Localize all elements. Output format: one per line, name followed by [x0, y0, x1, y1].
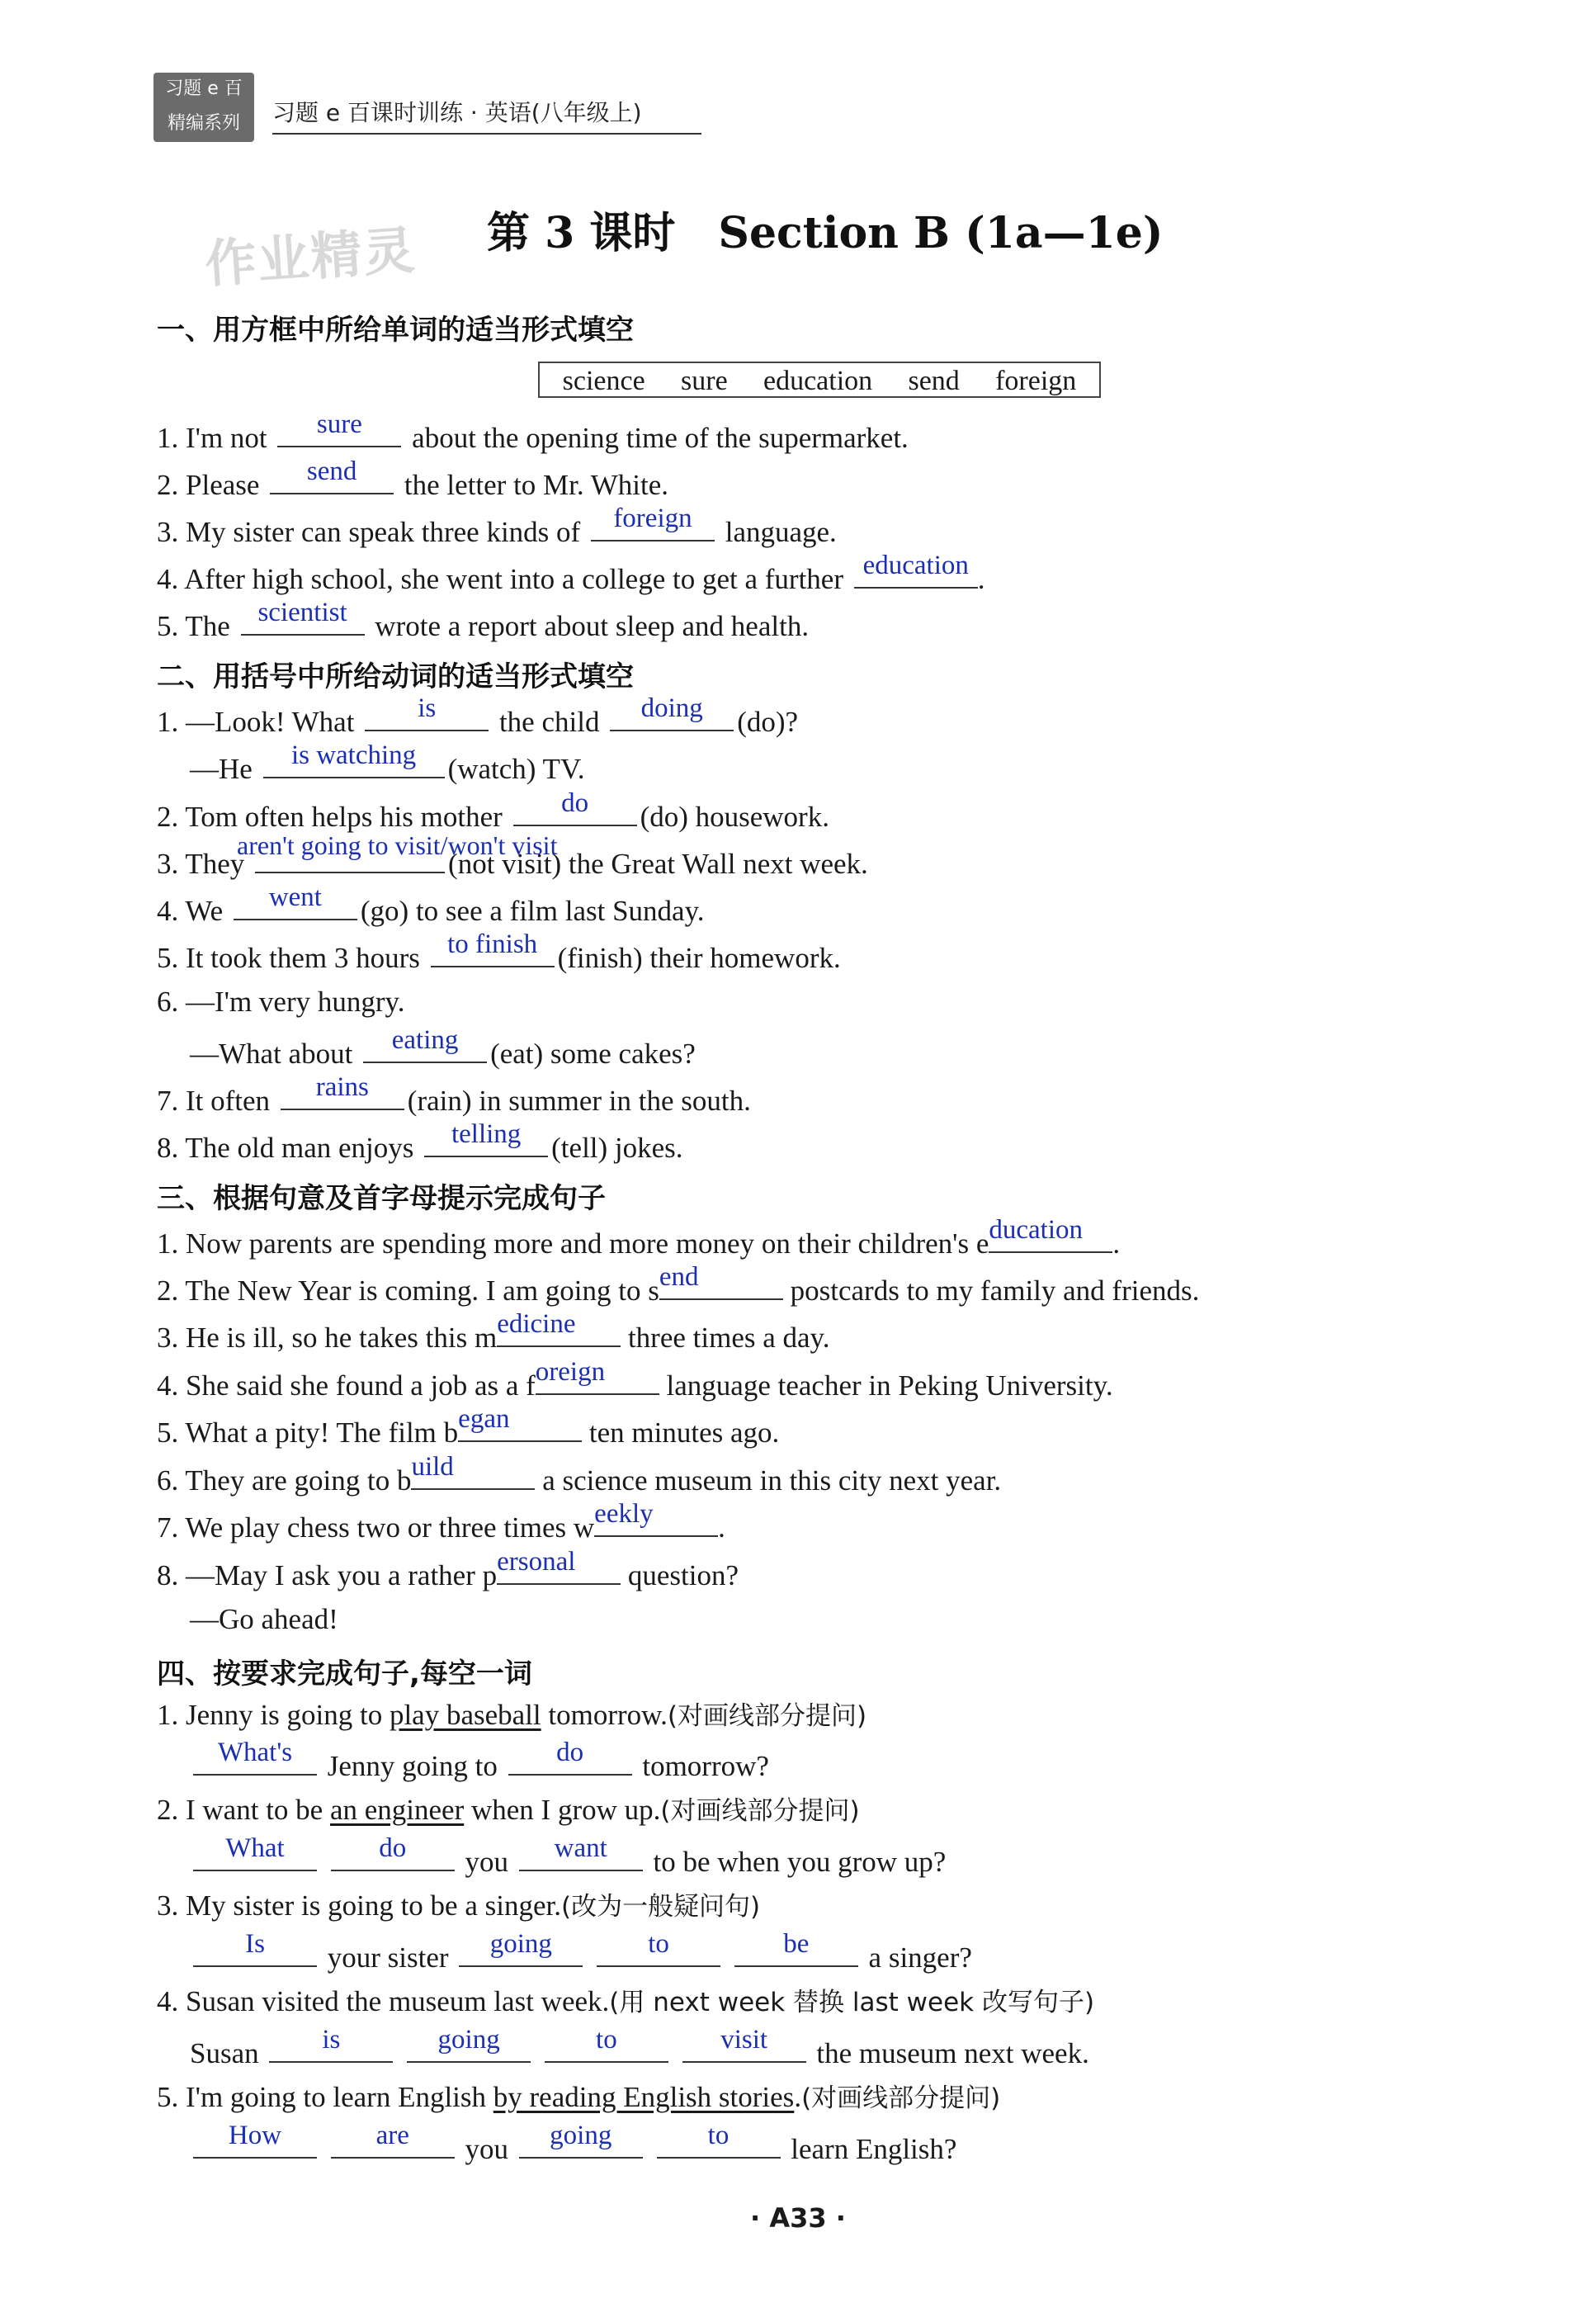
answer-text: is	[418, 693, 437, 723]
part4-answer-line	[190, 1738, 769, 1783]
part1-heading: 一、用方框中所给单词的适当形式填空	[157, 314, 634, 347]
question-text: 5. It took them 3 hours	[157, 942, 420, 974]
answer-text: How	[228, 2121, 282, 2150]
part3-item	[157, 1262, 1200, 1308]
answer-blank[interactable]	[734, 1929, 858, 1967]
part4-answer-line	[190, 1929, 972, 1974]
logo-line-2: 精编系列	[167, 113, 240, 134]
question-text: 7. We play chess two or three times w	[157, 1511, 595, 1544]
question-text: (do) housework.	[640, 801, 829, 833]
answer-blank[interactable]	[513, 788, 637, 826]
answer-blank[interactable]	[241, 598, 365, 636]
answer-blank[interactable]	[508, 1738, 632, 1776]
answer-blank[interactable]	[193, 1833, 317, 1871]
question-text: ten minutes ago.	[588, 1416, 780, 1449]
answer-blank[interactable]	[365, 693, 489, 731]
answer-text: visit	[720, 2025, 768, 2055]
part2-item	[157, 830, 868, 881]
question-text: 4. She said she found a job as a f	[157, 1369, 536, 1402]
answer-blank[interactable]	[234, 882, 357, 920]
answer-text: going	[489, 1929, 552, 1959]
answer-blank[interactable]	[458, 1404, 582, 1442]
answer-blank[interactable]	[270, 456, 394, 494]
question-text: .	[1112, 1227, 1121, 1260]
question-text: 3. My sister can speak three kinds of	[157, 516, 581, 548]
answer-text: do	[561, 788, 589, 818]
word-box-item: send	[908, 366, 960, 396]
question-text: Jenny going to	[327, 1750, 498, 1782]
answer-blank[interactable]	[424, 1119, 548, 1157]
question-text: (watch) TV.	[447, 753, 585, 785]
part2-item	[157, 693, 799, 739]
part1-item	[157, 456, 669, 502]
logo-line-1: 习题 e 百	[165, 78, 243, 99]
word-box-item: education	[763, 366, 873, 396]
question-text: 8. The old man enjoys	[157, 1132, 414, 1164]
question-text: —He	[190, 753, 253, 785]
answer-text: eating	[391, 1025, 459, 1055]
question-text: tomorrow?	[642, 1750, 769, 1782]
question-text: .	[977, 563, 985, 595]
part3-item	[157, 1357, 1113, 1402]
answer-text: going	[550, 2121, 612, 2150]
question-text: you	[465, 1846, 508, 1878]
part4-item	[157, 1889, 760, 1923]
question-text: —Go ahead!	[190, 1603, 338, 1635]
answer-text: education	[862, 551, 969, 580]
instruction-text: (对画线部分提问)	[660, 1796, 860, 1826]
part1-item	[157, 409, 909, 455]
question-text: a singer?	[868, 1941, 972, 1974]
word-box-item: foreign	[995, 366, 1077, 396]
answer-blank[interactable]	[237, 830, 558, 873]
answer-text: to	[648, 1929, 669, 1959]
answer-blank[interactable]	[281, 1072, 404, 1110]
series-title: 习题 e 百课时训练 · 英语(八年级上)	[272, 95, 701, 135]
question-text: wrote a report about sleep and health.	[375, 610, 810, 642]
part3-item	[157, 1452, 1002, 1497]
question-text: 6. —I'm very hungry.	[157, 986, 405, 1018]
answer-blank[interactable]	[193, 1738, 317, 1776]
answer-text: are	[375, 2121, 409, 2150]
question-text: 7. It often	[157, 1085, 271, 1117]
answer-blank[interactable]	[269, 2025, 393, 2063]
answer-blank[interactable]	[657, 2121, 781, 2159]
answer-text: Is	[245, 1929, 265, 1959]
answer-blank[interactable]	[535, 1357, 659, 1395]
answer-text: to finish	[447, 929, 538, 959]
question-text: a science museum in this city next year.	[542, 1464, 1002, 1497]
question-text: (finish) their homework.	[557, 942, 841, 974]
part4-item	[157, 1985, 1094, 2019]
answer-text: to	[596, 2025, 617, 2055]
answer-text: end	[659, 1262, 699, 1292]
answer-text: uild	[411, 1452, 454, 1482]
question-text: 2. I want to be	[157, 1794, 323, 1826]
answer-blank[interactable]	[682, 2025, 806, 2063]
answer-text: foreign	[613, 504, 692, 533]
answer-blank[interactable]	[407, 2025, 531, 2063]
answer-text: to	[707, 2121, 730, 2150]
question-text: the letter to Mr. White.	[404, 469, 669, 501]
question-text: language.	[725, 516, 837, 548]
part4-item	[157, 1699, 866, 1733]
question-text: 1. Now parents are spending more and more money on their children's e	[157, 1227, 989, 1260]
part3-item	[157, 1499, 725, 1544]
part2-item	[190, 1025, 696, 1071]
word-box	[538, 362, 1101, 398]
answer-text: scientist	[257, 598, 347, 627]
answer-text: is watching	[290, 740, 417, 770]
question-text: (eat) some cakes?	[490, 1038, 696, 1070]
question-text: 1. Jenny is going to	[157, 1699, 383, 1731]
question-text: tomorrow.	[548, 1699, 668, 1731]
answer-blank[interactable]	[610, 693, 734, 731]
answer-text: doing	[640, 693, 703, 723]
question-text: .	[794, 2081, 802, 2113]
part2-item	[157, 882, 705, 928]
answer-blank[interactable]	[854, 551, 978, 589]
answer-text: eekly	[594, 1499, 654, 1529]
part4-heading: 四、按要求完成句子,每空一词	[157, 1657, 532, 1691]
answer-text: What	[225, 1833, 285, 1863]
series-logo	[153, 73, 254, 142]
question-text: —What about	[190, 1038, 353, 1070]
question-text: 2. Tom often helps his mother	[157, 801, 503, 833]
answer-text: send	[306, 456, 357, 486]
question-text: 5. The	[157, 610, 230, 642]
answer-blank[interactable]	[519, 1833, 643, 1871]
instruction-text: (用 next week 替换 last week 改写句子)	[609, 1988, 1095, 2017]
question-text: (tell) jokes.	[551, 1132, 683, 1164]
answer-blank[interactable]	[431, 929, 555, 967]
part4-answer-line	[190, 2025, 1089, 2070]
part1-item	[157, 504, 837, 549]
underlined-phrase: play baseball	[389, 1699, 541, 1731]
part3-item	[157, 1215, 1121, 1260]
answer-text: aren't going to visit/won't visit	[237, 830, 558, 860]
answer-blank[interactable]	[597, 1929, 720, 1967]
instruction-text: (改为一般疑问句)	[560, 1892, 761, 1922]
instruction-text: (对画线部分提问)	[667, 1701, 867, 1731]
underlined-phrase: an engineer	[329, 1794, 465, 1826]
answer-text: What's	[217, 1738, 293, 1767]
part3-heading: 三、根据句意及首字母提示完成句子	[157, 1182, 606, 1215]
lesson-title: 第 3 课时 Section B (1a—1e)	[487, 208, 1164, 258]
part4-item	[157, 1794, 860, 1828]
answer-text: rains	[315, 1072, 369, 1102]
question-text: about the opening time of the supermarket.	[412, 422, 909, 454]
question-text: you	[465, 2133, 508, 2165]
watermark: 作业精灵	[203, 220, 418, 295]
question-text: language teacher in Peking University.	[666, 1369, 1113, 1402]
question-text: 5. I'm going to learn English	[157, 2081, 487, 2113]
question-text: 6. They are going to b	[157, 1464, 412, 1497]
answer-text: telling	[451, 1119, 522, 1149]
part2-item	[190, 740, 585, 786]
answer-text: went	[268, 882, 322, 912]
question-text: Susan	[190, 2037, 259, 2069]
underlined-phrase: by reading English stories	[493, 2081, 795, 2113]
answer-blank[interactable]	[989, 1215, 1112, 1253]
part1-item	[157, 598, 810, 643]
instruction-text: (对画线部分提问)	[801, 2083, 1001, 2113]
answer-text: do	[379, 1833, 407, 1863]
part3-item	[157, 1547, 739, 1592]
page-number: · A33 ·	[750, 2202, 846, 2234]
answer-blank[interactable]	[331, 2121, 455, 2159]
part1-item	[157, 551, 985, 596]
answer-blank[interactable]	[497, 1309, 621, 1347]
question-text: (rain) in summer in the south.	[407, 1085, 751, 1117]
answer-blank[interactable]	[459, 1929, 583, 1967]
question-text: three times a day.	[627, 1322, 830, 1354]
answer-blank[interactable]	[519, 2121, 643, 2159]
answer-blank[interactable]	[193, 2121, 317, 2159]
answer-blank[interactable]	[411, 1452, 535, 1490]
question-text: 8. —May I ask you a rather p	[157, 1559, 498, 1591]
answer-text: egan	[458, 1404, 510, 1434]
question-text: the child	[498, 706, 600, 738]
answer-text: going	[437, 2025, 500, 2055]
question-text: 3. He is ill, so he takes this m	[157, 1322, 498, 1354]
answer-text: be	[783, 1929, 810, 1959]
part2-heading: 二、用括号中所给动词的适当形式填空	[157, 660, 634, 693]
answer-text: oreign	[535, 1357, 606, 1387]
question-text: to be when you grow up?	[653, 1846, 947, 1878]
answer-text: is	[322, 2025, 341, 2055]
part2-item	[157, 1119, 683, 1165]
answer-blank[interactable]	[193, 1929, 317, 1967]
part2-item	[157, 986, 405, 1019]
question-text: 5. What a pity! The film b	[157, 1416, 459, 1449]
question-text: learn English?	[791, 2133, 957, 2165]
question-text: (go) to see a film last Sunday.	[360, 895, 705, 927]
question-text: 2. The New Year is coming. I am going to s	[157, 1274, 659, 1307]
answer-blank[interactable]	[659, 1262, 783, 1300]
question-text: 1. —Look! What	[157, 706, 355, 738]
question-text: when I grow up.	[470, 1794, 661, 1826]
question-text: 4. Susan visited the museum last week.	[157, 1985, 610, 2017]
answer-blank[interactable]	[497, 1547, 621, 1585]
part3-item	[157, 1404, 780, 1449]
question-text: the museum next week.	[816, 2037, 1089, 2069]
part4-item	[157, 2081, 1000, 2115]
question-text: 3. My sister is going to be a singer.	[157, 1889, 561, 1922]
answer-blank[interactable]	[545, 2025, 668, 2063]
part3-item	[157, 1309, 830, 1355]
question-text: 1. I'm not	[157, 422, 267, 454]
part2-item	[157, 929, 841, 975]
answer-text: ersonal	[497, 1547, 576, 1577]
question-text: postcards to my family and friends.	[790, 1274, 1200, 1307]
answer-text: edicine	[497, 1309, 576, 1339]
question-text: (not visit) the Great Wall next week.	[448, 848, 868, 880]
answer-text: ducation	[989, 1215, 1084, 1245]
word-box-item: sure	[681, 366, 728, 396]
answer-blank[interactable]	[363, 1025, 487, 1063]
question-text: 4. We	[157, 895, 224, 927]
question-text: 3. They	[157, 848, 245, 880]
answer-text: want	[554, 1833, 607, 1863]
question-text: 4. After high school, she went into a college to get a further	[157, 563, 843, 595]
question-text: your sister	[327, 1941, 449, 1974]
question-text: .	[718, 1511, 725, 1544]
part4-answer-line	[190, 2121, 957, 2166]
answer-blank[interactable]	[594, 1499, 718, 1537]
part4-answer-line	[190, 1833, 947, 1879]
answer-blank[interactable]	[263, 740, 445, 778]
answer-blank[interactable]	[331, 1833, 455, 1871]
question-text: (do)?	[737, 706, 799, 738]
part2-item	[157, 1072, 751, 1118]
answer-text: sure	[316, 409, 362, 439]
answer-blank[interactable]	[591, 504, 715, 541]
question-text: question?	[627, 1559, 739, 1591]
part3-item	[190, 1603, 338, 1636]
word-box-item: science	[562, 366, 645, 396]
question-text: 2. Please	[157, 469, 260, 501]
answer-text: do	[556, 1738, 584, 1767]
answer-blank[interactable]	[277, 409, 401, 447]
